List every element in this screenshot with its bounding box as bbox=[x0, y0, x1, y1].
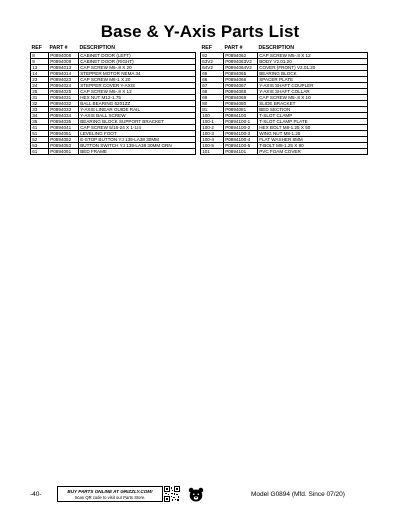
ref-cell: 41 bbox=[31, 125, 49, 131]
description-cell: SPACER PLATE bbox=[258, 76, 368, 82]
model-info: Model G0894 (Mfd. Since 07/20) bbox=[251, 491, 345, 498]
description-cell: BED FRAME bbox=[79, 149, 196, 155]
description-cell: Y-AXIS SHAFT COLLAR bbox=[258, 88, 368, 94]
ref-cell: 51 bbox=[31, 131, 49, 137]
ref-cell: 8 bbox=[31, 52, 49, 58]
description-header: DESCRIPTION bbox=[258, 44, 368, 52]
description-cell: CAP SCREW M6-1 X 20 bbox=[79, 76, 196, 82]
description-cell: BEARING BLOCK bbox=[258, 70, 368, 76]
table-header-row bbox=[31, 44, 196, 52]
part-number-cell: P0894014 bbox=[49, 70, 79, 76]
ref-cell: 13 bbox=[31, 64, 49, 70]
description-cell: SLIDE BRACKET bbox=[258, 100, 368, 106]
part-number-cell: P0894067 bbox=[224, 82, 258, 88]
part-number-cell: P0894024 bbox=[49, 82, 79, 88]
ref-cell: 66 bbox=[201, 76, 224, 82]
part-number-cell: P0894101 bbox=[224, 149, 258, 155]
part-number-cell: P0894035 bbox=[49, 119, 79, 125]
ref-cell: 100-3 bbox=[201, 131, 224, 137]
description-cell: PVC FOAM COVER bbox=[258, 149, 368, 155]
table-row bbox=[31, 143, 196, 149]
ref-cell: 80 bbox=[201, 100, 224, 106]
ref-cell: 64V2 bbox=[201, 64, 224, 70]
ref-cell: 25 bbox=[31, 88, 49, 94]
part-number-cell: P0894100-1 bbox=[224, 119, 258, 125]
part-number-cell: P0894100 bbox=[224, 112, 258, 118]
promo-headline: BUY PARTS ONLINE AT GRIZZLY.COM! bbox=[67, 488, 153, 494]
part-number-cell: P0894025 bbox=[49, 88, 79, 94]
parts-promo-box bbox=[57, 486, 163, 502]
part-number-cell: P0894023 bbox=[49, 76, 79, 82]
description-header: DESCRIPTION bbox=[79, 44, 196, 52]
part-number-cell: P0894100-3 bbox=[224, 131, 258, 137]
description-cell: BUTTON SWITCH YJ 139-LA38 30MM GRN bbox=[79, 143, 196, 149]
description-cell: BEARING BLOCK SUPPORT BRACKET bbox=[79, 119, 196, 125]
part-number-cell: P0894063V2 bbox=[224, 58, 258, 64]
description-cell: T-SLOT CLAMP bbox=[258, 112, 368, 118]
description-cell: CABINET DOOR (LEFT) bbox=[79, 52, 196, 58]
ref-cell: 24 bbox=[31, 82, 49, 88]
description-cell: LEVELING FOOT bbox=[79, 131, 196, 137]
ref-header: REF bbox=[201, 44, 224, 52]
page-footer bbox=[0, 486, 400, 506]
ref-cell: 100-1 bbox=[201, 119, 224, 125]
part-number-cell: P0894013 bbox=[49, 64, 79, 70]
ref-cell: 81 bbox=[201, 106, 224, 112]
ref-cell: 61 bbox=[31, 149, 49, 155]
part-number-cell: P0894068 bbox=[224, 88, 258, 94]
ref-cell: 52 bbox=[31, 137, 49, 143]
ref-cell: 31 bbox=[31, 94, 49, 100]
part-number-cell: P0894061 bbox=[49, 149, 79, 155]
ref-cell: 68 bbox=[201, 88, 224, 94]
grizzly-bear-logo-icon bbox=[188, 487, 204, 502]
description-cell: CAP SCREW M5-.8 X 12 bbox=[79, 88, 196, 94]
description-cell: CAP SCREW M5-.8 X 20 bbox=[79, 64, 196, 70]
description-cell: CABINET DOOR (RIGHT) bbox=[79, 58, 196, 64]
ref-cell: 9 bbox=[31, 58, 49, 64]
ref-cell: 100 bbox=[201, 112, 224, 118]
part-number-cell: P0894069 bbox=[224, 94, 258, 100]
ref-cell: 34 bbox=[31, 112, 49, 118]
ref-cell: 62 bbox=[201, 52, 224, 58]
description-cell: T-SLOT CLAMP PLATE bbox=[258, 119, 368, 125]
ref-cell: 33 bbox=[31, 106, 49, 112]
description-cell: WING NUT M8-1.25 bbox=[258, 131, 368, 137]
description-cell: E-STOP BUTTON YJ 139-LA38 30MM bbox=[79, 137, 196, 143]
description-cell: Y-AXIS LINEAR GUIDE RAIL bbox=[79, 106, 196, 112]
part-number-cell: P0894100-5 bbox=[224, 143, 258, 149]
part-header: PART # bbox=[49, 44, 79, 52]
description-cell: T-BOLT M8-1.25 X 80 bbox=[258, 143, 368, 149]
ref-cell: 14 bbox=[31, 70, 49, 76]
part-number-cell: P0894066 bbox=[224, 76, 258, 82]
part-number-cell: P0894053 bbox=[49, 143, 79, 149]
table-header-row bbox=[201, 44, 368, 52]
ref-cell: 101 bbox=[201, 149, 224, 155]
part-number-cell: P0894032 bbox=[49, 100, 79, 106]
part-number-cell: P0894052 bbox=[49, 137, 79, 143]
page-number: -40- bbox=[30, 491, 42, 498]
part-number-cell: P0894041 bbox=[49, 125, 79, 131]
part-number-cell: P0894051 bbox=[49, 131, 79, 137]
page-title: Base & Y-Axis Parts List bbox=[100, 22, 300, 41]
part-number-cell: P0894008 bbox=[49, 52, 79, 58]
parts-table-right bbox=[200, 44, 368, 155]
promo-subtext: Scan QR code to visit our Parts Store. bbox=[74, 494, 146, 500]
part-number-cell: P0894100-4 bbox=[224, 137, 258, 143]
part-number-cell: P0894080 bbox=[224, 100, 258, 106]
part-number-cell: P0894081 bbox=[224, 106, 258, 112]
description-cell: HEX BOLT M8-1.25 X 50 bbox=[258, 125, 368, 131]
ref-cell: 23 bbox=[31, 76, 49, 82]
description-cell: STEPPER COVER Y-AXIS bbox=[79, 82, 196, 88]
ref-cell: 100-2 bbox=[201, 125, 224, 131]
part-number-cell: P0894064V2 bbox=[224, 64, 258, 70]
description-cell: BED SECTION bbox=[258, 106, 368, 112]
ref-cell: 100-5 bbox=[201, 143, 224, 149]
description-cell: COVER (FRONT) V2.01.20 bbox=[258, 64, 368, 70]
part-number-cell: P0894031 bbox=[49, 94, 79, 100]
description-cell: CAP SCREW M5-.8 X 12 bbox=[258, 52, 368, 58]
ref-cell: 53 bbox=[31, 143, 49, 149]
description-cell: BODY V2.01.20 bbox=[258, 58, 368, 64]
table-row bbox=[31, 149, 196, 155]
description-cell: Y-AXIS SHAFT COUPLER bbox=[258, 82, 368, 88]
ref-cell: 35 bbox=[31, 119, 49, 125]
description-cell: Y-AXIS BALL SCREW bbox=[79, 112, 196, 118]
ref-cell: 65 bbox=[201, 70, 224, 76]
description-cell: STEPPER MOTOR NEMA 34 bbox=[79, 70, 196, 76]
part-number-cell: P0894100-2 bbox=[224, 125, 258, 131]
ref-cell: 63V2 bbox=[201, 58, 224, 64]
ref-cell: 67 bbox=[201, 82, 224, 88]
description-cell: CAP SCREW M5-.8 X 10 bbox=[258, 94, 368, 100]
qr-code-icon[interactable] bbox=[164, 486, 180, 502]
part-number-cell: P0894062 bbox=[224, 52, 258, 58]
ref-cell: 100-4 bbox=[201, 137, 224, 143]
description-cell: FLAT WASHER 8MM bbox=[258, 137, 368, 143]
ref-cell: 32 bbox=[31, 100, 49, 106]
part-number-cell: P0894033 bbox=[49, 106, 79, 112]
part-number-cell: P0894009 bbox=[49, 58, 79, 64]
parts-table-left bbox=[30, 44, 196, 155]
part-number-cell: P0894034 bbox=[49, 112, 79, 118]
ref-header: REF bbox=[31, 44, 49, 52]
part-header: PART # bbox=[224, 44, 258, 52]
ref-cell: 69 bbox=[201, 94, 224, 100]
part-number-cell: P0894065 bbox=[224, 70, 258, 76]
description-cell: BALL BEARING 6201ZZ bbox=[79, 100, 196, 106]
description-cell: HEX NUT M12-1.75 bbox=[79, 94, 196, 100]
description-cell: CAP SCREW 5/16-24 X 1-1/4 bbox=[79, 125, 196, 131]
table-row bbox=[201, 149, 368, 155]
